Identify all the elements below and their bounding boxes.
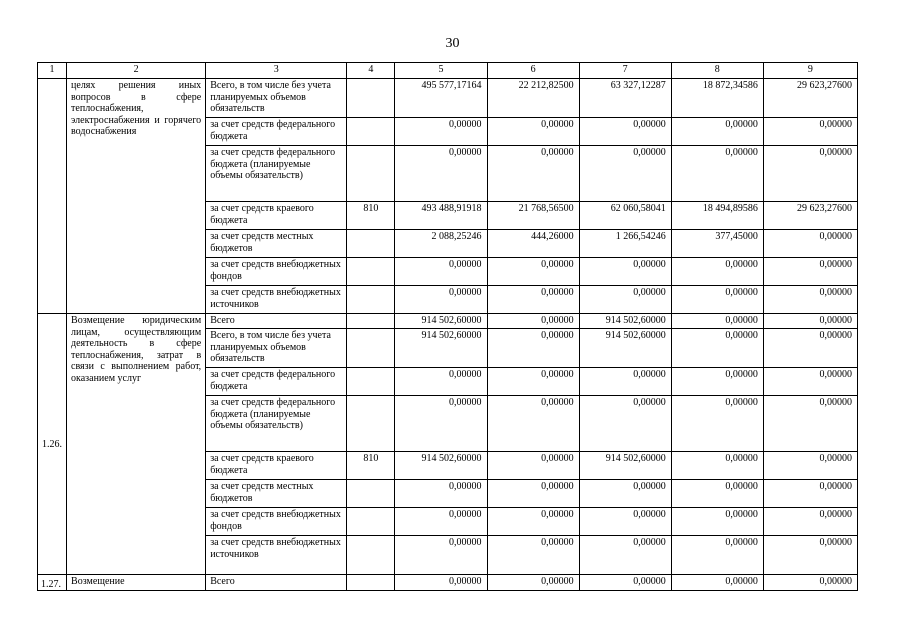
amount-cell: 444,26000 <box>487 230 579 258</box>
amount-cell: 0,00000 <box>487 396 579 452</box>
amount-cell: 0,00000 <box>763 396 857 452</box>
funding-source: за счет средств внебюджетных фондов <box>206 258 347 286</box>
amount-cell: 493 488,91918 <box>395 202 487 230</box>
budget-code <box>347 396 395 452</box>
amount-cell: 0,00000 <box>671 368 763 396</box>
amount-cell: 0,00000 <box>579 536 671 575</box>
column-header-row <box>38 63 858 79</box>
amount-cell: 914 502,60000 <box>395 452 487 480</box>
amount-cell: 0,00000 <box>395 286 487 314</box>
funding-source: за счет средств внебюджетных источников <box>206 536 347 575</box>
amount-cell: 914 502,60000 <box>395 314 487 329</box>
amount-cell: 0,00000 <box>579 508 671 536</box>
amount-cell: 0,00000 <box>671 314 763 329</box>
amount-cell: 0,00000 <box>763 146 857 202</box>
amount-cell: 29 623,27600 <box>763 79 857 118</box>
amount-cell: 914 502,60000 <box>579 329 671 368</box>
amount-cell: 0,00000 <box>487 286 579 314</box>
amount-cell: 0,00000 <box>671 286 763 314</box>
amount-cell: 0,00000 <box>671 258 763 286</box>
amount-cell: 0,00000 <box>487 536 579 575</box>
amount-cell: 0,00000 <box>763 286 857 314</box>
amount-cell: 0,00000 <box>671 452 763 480</box>
amount-cell: 0,00000 <box>671 508 763 536</box>
amount-cell: 0,00000 <box>763 329 857 368</box>
funding-source: Всего <box>206 314 347 329</box>
item-description: Возмещение <box>67 575 206 591</box>
amount-cell: 0,00000 <box>487 368 579 396</box>
column-header: 8 <box>671 63 763 79</box>
column-header: 3 <box>206 63 347 79</box>
amount-cell: 0,00000 <box>579 575 671 591</box>
item-number: 1.27. <box>38 575 67 591</box>
amount-cell: 0,00000 <box>763 452 857 480</box>
amount-cell: 0,00000 <box>579 368 671 396</box>
amount-cell: 0,00000 <box>671 396 763 452</box>
amount-cell: 0,00000 <box>487 329 579 368</box>
funding-source: за счет средств местных бюджетов <box>206 230 347 258</box>
budget-code <box>347 258 395 286</box>
budget-code <box>347 118 395 146</box>
amount-cell: 0,00000 <box>763 536 857 575</box>
column-header: 5 <box>395 63 487 79</box>
page-number: 30 <box>445 36 460 51</box>
budget-code <box>347 536 395 575</box>
column-header: 9 <box>763 63 857 79</box>
amount-cell: 0,00000 <box>671 146 763 202</box>
funding-source: за счет средств внебюджетных источников <box>206 286 347 314</box>
amount-cell: 0,00000 <box>763 480 857 508</box>
amount-cell: 0,00000 <box>763 258 857 286</box>
amount-cell: 0,00000 <box>579 286 671 314</box>
table-row <box>38 314 858 329</box>
amount-cell: 0,00000 <box>487 480 579 508</box>
amount-cell: 377,45000 <box>671 230 763 258</box>
amount-cell: 1 266,54246 <box>579 230 671 258</box>
amount-cell: 0,00000 <box>671 536 763 575</box>
funding-source: за счет средств федерального бюджета <box>206 118 347 146</box>
column-header: 1 <box>38 63 67 79</box>
amount-cell: 2 088,25246 <box>395 230 487 258</box>
budget-code <box>347 146 395 202</box>
budget-code <box>347 368 395 396</box>
amount-cell: 914 502,60000 <box>579 314 671 329</box>
amount-cell: 63 327,12287 <box>579 79 671 118</box>
amount-cell: 0,00000 <box>395 396 487 452</box>
amount-cell: 21 768,56500 <box>487 202 579 230</box>
funding-source: Всего, в том числе без учета планируемых объемов обязательств <box>206 329 347 368</box>
funding-source: за счет средств федерального бюджета (планируемые объемы обязательств) <box>206 146 347 202</box>
amount-cell: 18 494,89586 <box>671 202 763 230</box>
budget-code <box>347 480 395 508</box>
amount-cell: 0,00000 <box>579 396 671 452</box>
budget-code <box>347 575 395 591</box>
amount-cell: 0,00000 <box>579 146 671 202</box>
column-header: 6 <box>487 63 579 79</box>
amount-cell: 0,00000 <box>579 480 671 508</box>
budget-table <box>37 62 858 591</box>
amount-cell: 0,00000 <box>763 575 857 591</box>
amount-cell: 914 502,60000 <box>395 329 487 368</box>
budget-code: 810 <box>347 452 395 480</box>
amount-cell: 0,00000 <box>579 258 671 286</box>
column-header: 4 <box>347 63 395 79</box>
amount-cell: 18 872,34586 <box>671 79 763 118</box>
amount-cell: 0,00000 <box>395 118 487 146</box>
budget-code <box>347 230 395 258</box>
budget-code: 810 <box>347 202 395 230</box>
budget-code <box>347 329 395 368</box>
amount-cell: 0,00000 <box>671 575 763 591</box>
amount-cell: 0,00000 <box>395 368 487 396</box>
budget-code <box>347 508 395 536</box>
amount-cell: 0,00000 <box>487 146 579 202</box>
amount-cell: 0,00000 <box>395 146 487 202</box>
table-row <box>38 79 858 118</box>
amount-cell: 0,00000 <box>487 575 579 591</box>
funding-source: за счет средств федерального бюджета (планируемые объемы обязательств) <box>206 396 347 452</box>
funding-source: за счет средств местных бюджетов <box>206 480 347 508</box>
item-description: Возмещение юридическим лицам, осуществляющим деятельность в сфере теплоснабжения, затрат в связи с выполнением работ, оказанием услуг <box>67 314 206 575</box>
amount-cell: 0,00000 <box>671 329 763 368</box>
amount-cell: 22 212,82500 <box>487 79 579 118</box>
amount-cell: 495 577,17164 <box>395 79 487 118</box>
item-description: целях решения иных вопросов в сфере теплоснабжения, электроснабжения и горячего водоснабжения <box>67 79 206 314</box>
budget-code <box>347 286 395 314</box>
budget-code <box>347 79 395 118</box>
funding-source: Всего, в том числе без учета планируемых объемов обязательств <box>206 79 347 118</box>
amount-cell: 0,00000 <box>395 508 487 536</box>
table-row <box>38 575 858 591</box>
amount-cell: 0,00000 <box>763 118 857 146</box>
amount-cell: 0,00000 <box>579 118 671 146</box>
column-header: 7 <box>579 63 671 79</box>
amount-cell: 29 623,27600 <box>763 202 857 230</box>
amount-cell: 62 060,58041 <box>579 202 671 230</box>
amount-cell: 0,00000 <box>671 480 763 508</box>
amount-cell: 0,00000 <box>671 118 763 146</box>
funding-source: за счет средств внебюджетных фондов <box>206 508 347 536</box>
funding-source: за счет средств краевого бюджета <box>206 452 347 480</box>
amount-cell: 0,00000 <box>395 480 487 508</box>
amount-cell: 0,00000 <box>487 452 579 480</box>
item-number <box>38 79 67 314</box>
amount-cell: 0,00000 <box>763 508 857 536</box>
amount-cell: 0,00000 <box>395 258 487 286</box>
amount-cell: 0,00000 <box>763 368 857 396</box>
funding-source: за счет средств краевого бюджета <box>206 202 347 230</box>
amount-cell: 0,00000 <box>763 230 857 258</box>
item-number: 1.26. <box>38 314 67 575</box>
budget-code <box>347 314 395 329</box>
funding-source: за счет средств федерального бюджета <box>206 368 347 396</box>
amount-cell: 0,00000 <box>487 118 579 146</box>
amount-cell: 0,00000 <box>487 508 579 536</box>
amount-cell: 0,00000 <box>487 258 579 286</box>
amount-cell: 914 502,60000 <box>579 452 671 480</box>
column-header: 2 <box>67 63 206 79</box>
amount-cell: 0,00000 <box>395 575 487 591</box>
amount-cell: 0,00000 <box>487 314 579 329</box>
funding-source: Всего <box>206 575 347 591</box>
amount-cell: 0,00000 <box>763 314 857 329</box>
amount-cell: 0,00000 <box>395 536 487 575</box>
